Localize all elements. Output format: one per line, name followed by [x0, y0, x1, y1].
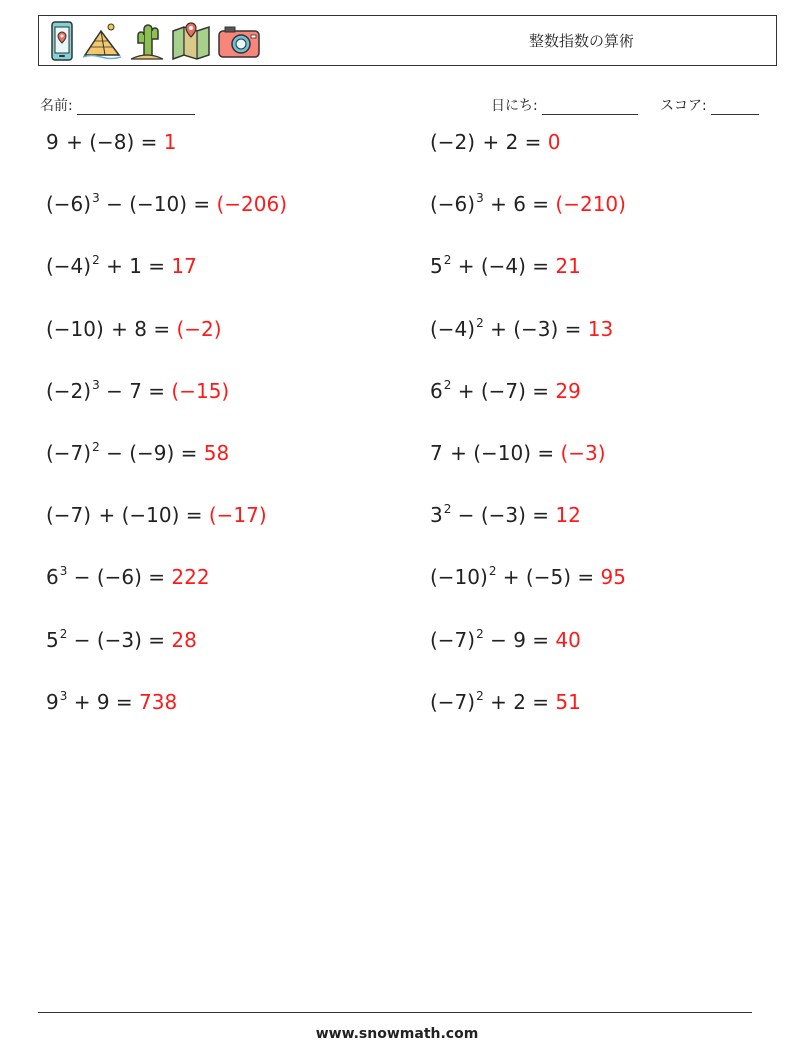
- problem-answer: 17: [171, 254, 197, 279]
- score-label: スコア:: [660, 98, 707, 114]
- problem-row: [46, 122, 177, 162]
- problem-operation: + (−10) =: [92, 503, 209, 528]
- problem-base: (−4): [430, 316, 476, 341]
- problem-answer: 0: [547, 130, 561, 154]
- problem-exponent: 3: [59, 688, 68, 703]
- problem-row: [430, 371, 581, 411]
- problem-row: [430, 184, 626, 224]
- problem-base: (−2): [46, 378, 92, 403]
- camera-icon: [217, 21, 261, 61]
- folded-map-icon: [171, 21, 211, 61]
- date-field: [491, 95, 638, 115]
- problem-base: 9: [46, 689, 59, 714]
- problem-exponent: 2: [488, 564, 497, 579]
- problem-base: (−7): [46, 441, 92, 465]
- score-blank[interactable]: [711, 100, 759, 115]
- problem-exponent: 2: [59, 626, 68, 641]
- worksheet-header: [38, 15, 777, 66]
- problem-answer: 1: [163, 130, 177, 154]
- problem-operation: − (−3) =: [67, 627, 172, 652]
- problem-row: [430, 495, 581, 535]
- problem-operation: − (−9) =: [99, 441, 204, 465]
- problem-answer: 13: [587, 316, 614, 341]
- name-blank[interactable]: [77, 100, 195, 115]
- problem-exponent: 3: [92, 191, 100, 206]
- problem-answer: (−3): [560, 441, 606, 465]
- date-label: 日にち:: [491, 98, 538, 114]
- problem-answer: 21: [555, 254, 581, 279]
- problem-operation: + (−7) =: [451, 378, 556, 403]
- problem-exponent: 2: [476, 315, 484, 330]
- problem-exponent: 3: [92, 377, 100, 392]
- problem-exponent: 2: [92, 253, 100, 268]
- problem-base: (−4): [46, 254, 92, 279]
- problem-answer: 29: [555, 378, 581, 403]
- problem-row: [430, 122, 561, 162]
- problem-base: 3: [430, 503, 443, 528]
- problem-operation: + (−8) =: [59, 130, 164, 154]
- problem-row: [46, 184, 287, 224]
- problem-answer: (−210): [555, 192, 626, 217]
- problem-operation: − (−6) =: [67, 565, 172, 590]
- problem-row: [46, 433, 229, 473]
- phone-map-pin-icon: [49, 21, 75, 61]
- score-field: [660, 95, 759, 115]
- problem-row: [430, 433, 606, 473]
- problem-answer: 738: [139, 689, 178, 714]
- problem-operation: + (−3) =: [483, 316, 588, 341]
- problem-operation: + 1 =: [99, 254, 172, 279]
- problem-row: [430, 620, 581, 660]
- problem-base: 9: [46, 130, 59, 154]
- footer-url: www.snowmath.com: [315, 1026, 479, 1042]
- problem-answer: 40: [555, 627, 581, 652]
- problem-row: [430, 246, 581, 286]
- problem-base: 5: [46, 627, 59, 652]
- problem-answer: (−17): [208, 503, 267, 528]
- problem-exponent: 3: [476, 191, 484, 206]
- problem-operation: + 2 =: [476, 130, 548, 154]
- problem-row: [430, 682, 581, 722]
- problem-answer: (−206): [216, 192, 288, 217]
- problem-operation: + (−4) =: [451, 254, 556, 279]
- problem-row: [430, 309, 613, 349]
- problem-row: [46, 682, 177, 722]
- problem-operation: + (−10) =: [443, 441, 561, 465]
- cactus-icon: [129, 21, 165, 61]
- name-field: [40, 95, 195, 115]
- problem-base: (−10): [46, 316, 104, 341]
- problem-row: [46, 371, 229, 411]
- date-blank[interactable]: [542, 100, 638, 115]
- problem-answer: 95: [600, 565, 626, 590]
- problem-exponent: 2: [92, 440, 100, 454]
- problem-operation: + (−5) =: [496, 565, 601, 590]
- problem-base: 7: [430, 441, 443, 465]
- problem-base: (−7): [430, 689, 476, 714]
- header-icons: [49, 21, 261, 61]
- problem-answer: (−15): [171, 378, 230, 403]
- problem-operation: − 9 =: [483, 627, 556, 652]
- name-label: 名前:: [40, 98, 73, 114]
- problem-answer: 222: [171, 565, 210, 590]
- problem-operation: + 2 =: [483, 689, 556, 714]
- problem-base: (−10): [430, 565, 488, 590]
- problem-base: (−2): [430, 130, 476, 154]
- worksheet-title: 整数指数の算術: [529, 32, 635, 50]
- problem-base: (−6): [430, 192, 476, 217]
- problem-answer: 12: [555, 503, 581, 528]
- footer-divider: [38, 1012, 752, 1013]
- problem-base: (−7): [46, 503, 92, 528]
- problem-row: [46, 495, 267, 535]
- problem-exponent: 2: [443, 377, 452, 392]
- problem-base: (−7): [430, 627, 476, 652]
- problem-operation: − (−3) =: [451, 503, 556, 528]
- problem-base: 6: [430, 378, 443, 403]
- problem-exponent: 2: [476, 626, 484, 641]
- problem-exponent: 2: [443, 253, 452, 268]
- problem-exponent: 2: [476, 688, 484, 703]
- problem-row: [46, 246, 197, 286]
- problem-base: 5: [430, 254, 443, 279]
- problem-operation: + 8 =: [104, 316, 177, 341]
- problem-row: [46, 557, 210, 597]
- problem-row: [46, 309, 222, 349]
- problem-exponent: 3: [59, 564, 68, 579]
- problem-row: [46, 620, 197, 660]
- problem-operation: − (−10) =: [99, 192, 217, 217]
- problem-operation: + 9 =: [67, 689, 140, 714]
- problem-answer: 28: [171, 627, 197, 652]
- problem-operation: − 7 =: [99, 378, 172, 403]
- problem-row: [430, 557, 626, 597]
- pyramid-icon: [81, 21, 123, 61]
- problem-operation: + 6 =: [483, 192, 556, 217]
- problem-base: 6: [46, 565, 59, 590]
- problem-base: (−6): [46, 192, 92, 217]
- problem-answer: (−2): [176, 316, 222, 341]
- problem-answer: 51: [555, 689, 581, 714]
- problem-exponent: 2: [443, 502, 452, 517]
- problem-answer: 58: [203, 441, 230, 465]
